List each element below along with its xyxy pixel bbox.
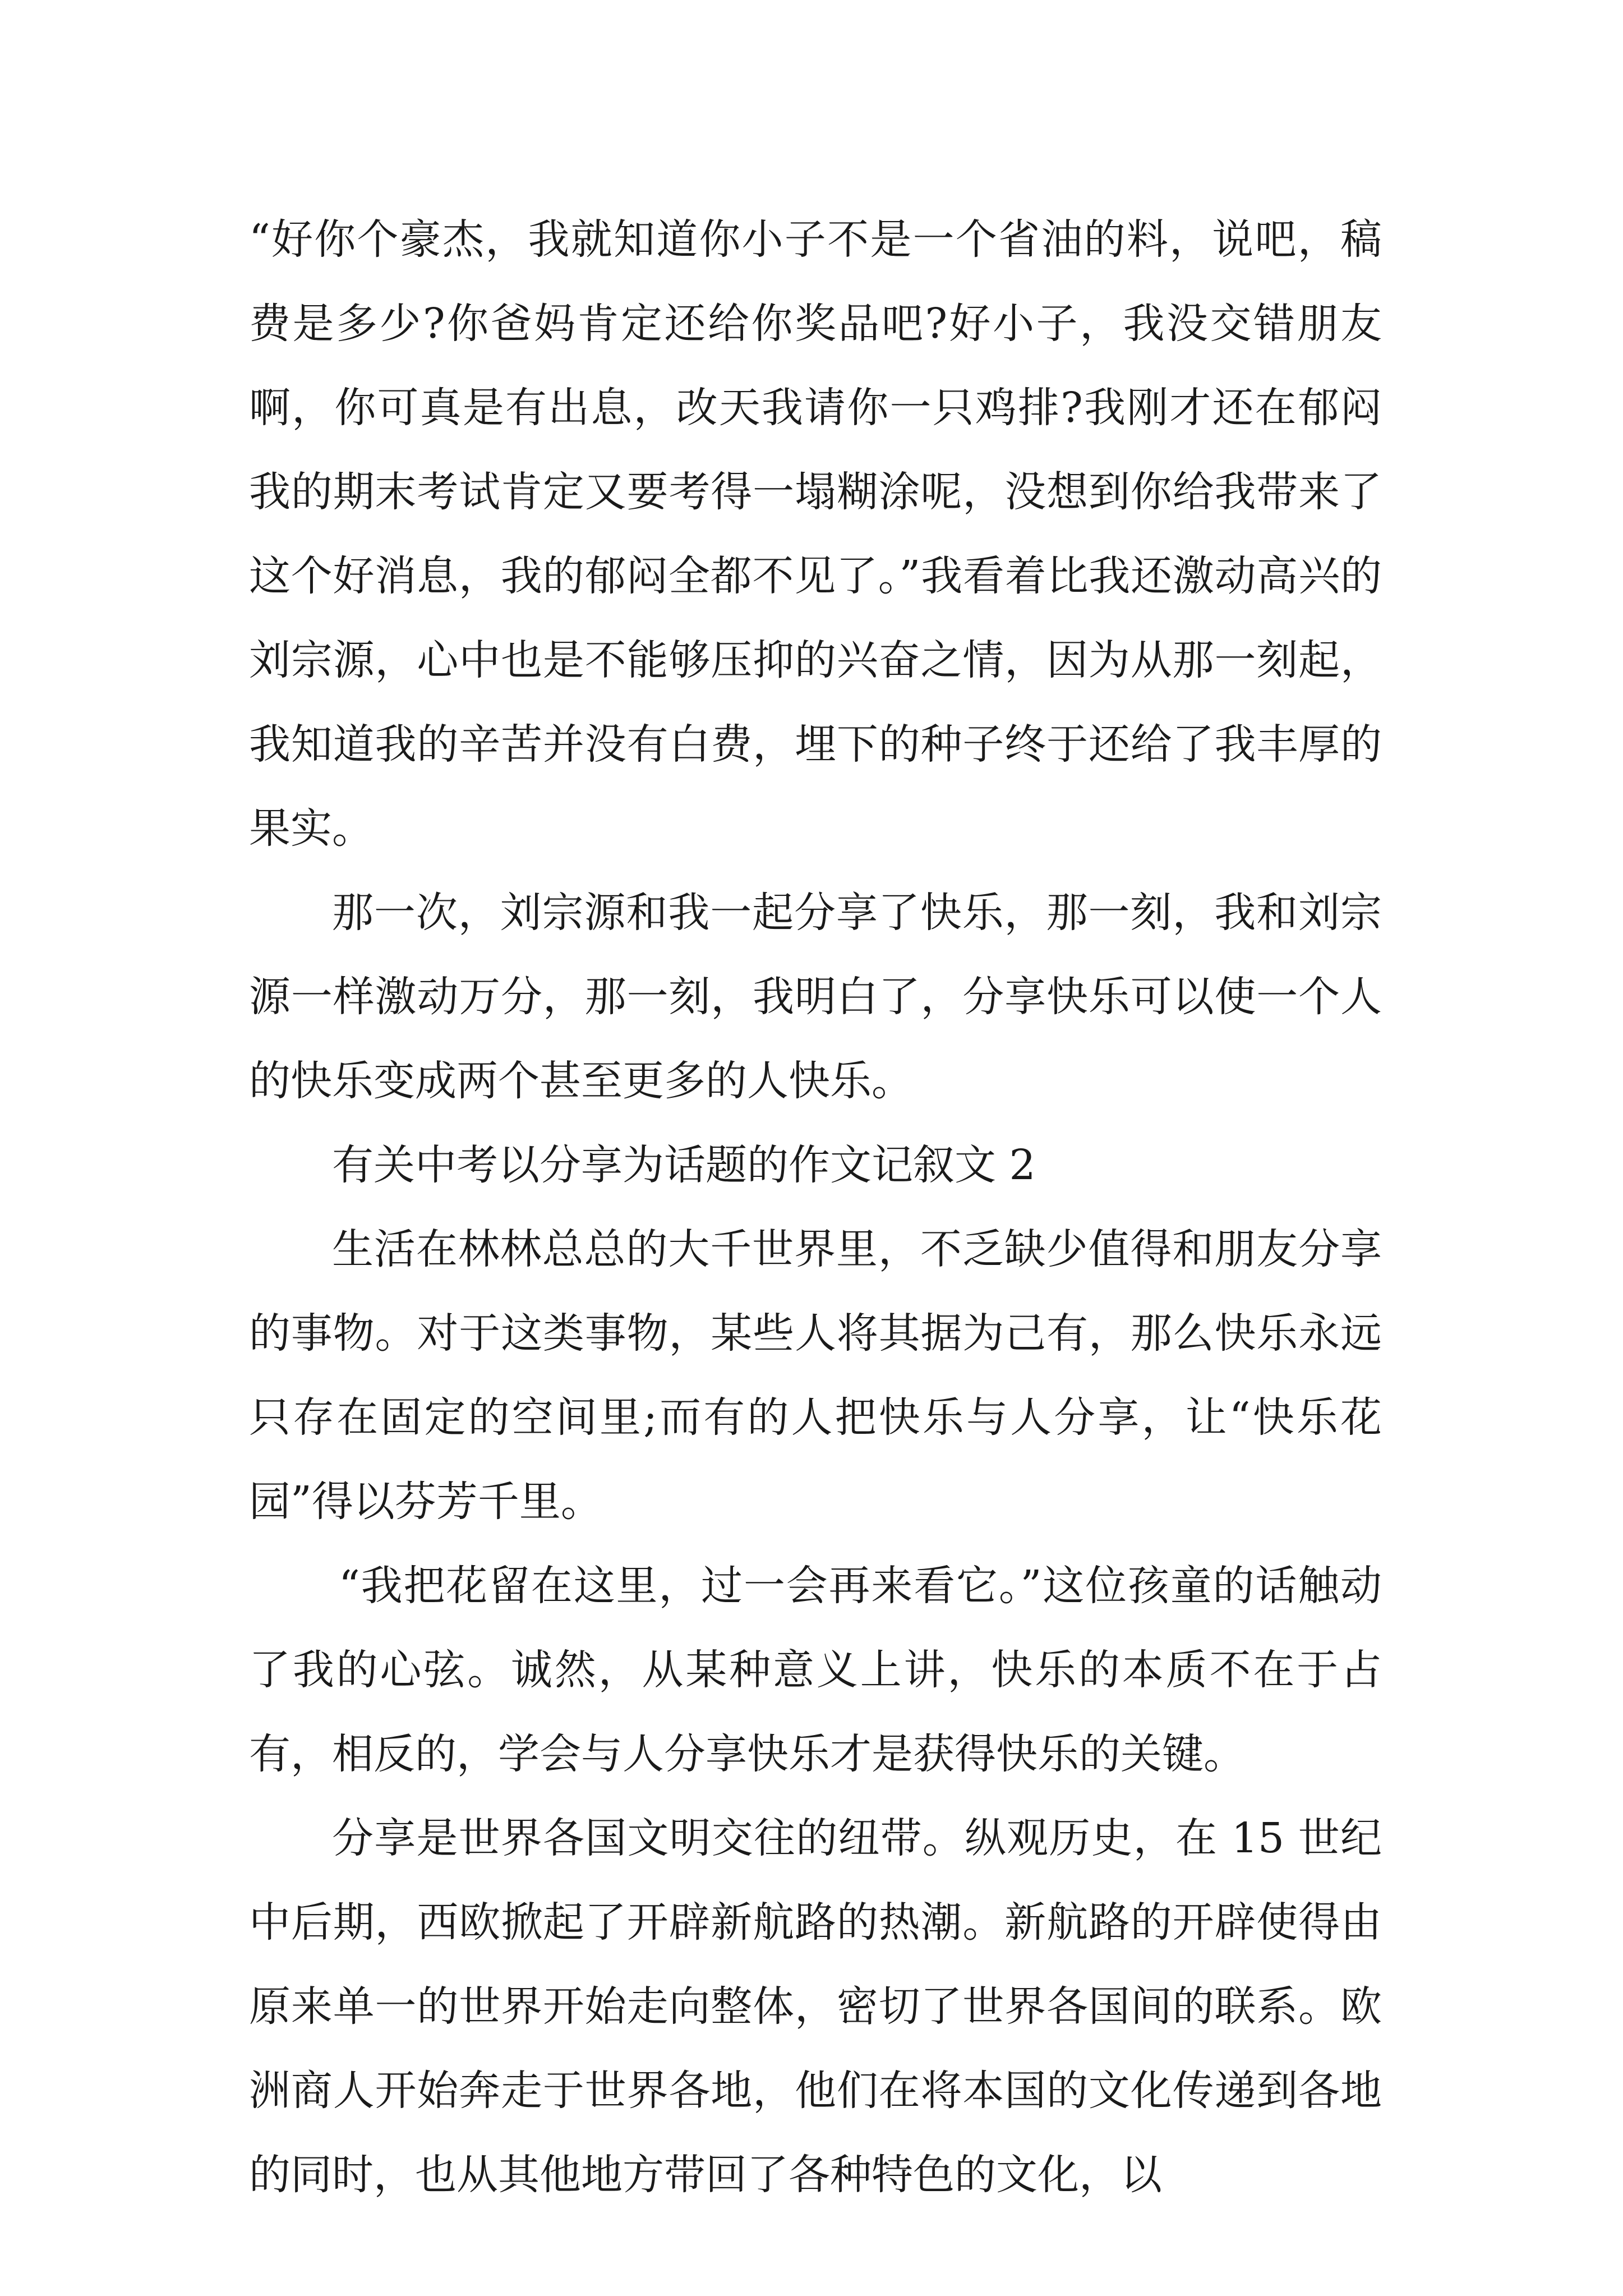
essay-title-2: 有关中考以分享为话题的作文记叙文 2 (332, 1141, 1036, 1189)
paragraph-world-intro: 生活在林林总总的大千世界里，不乏缺少值得和朋友分享的事物。对于这类事物，某些人将其据为己有，那么快乐永远只存在固定的空间里;而有的人把快乐与人分享，让“快乐花园”得以芬芳千里。 (249, 1225, 1382, 1526)
paragraph-history: 分享是世界各国文明交往的纽带。纵观历史，在 15 世纪中后期，西欧掀起了开辟新航路的热潮。新航路的开辟使得由原来单一的世界开始走向整体，密切了世界各国间的联系。欧洲商人开始奔走于世界各地，他们在将本国的文化传递到各地的同时，也从其他地方带回了各种特色的文化，以 (249, 1814, 1382, 2199)
paragraph-child-quote: “我把花留在这里，过一会再来看它。”这位孩童的话触动了我的心弦。诚然，从某种意义上讲，快乐的本质不在于占有，相反的，学会与人分享快乐才是获得快乐的关键。 (249, 1562, 1382, 1778)
paragraph-sharing-joy: 那一次，刘宗源和我一起分享了快乐，那一刻，我和刘宗源一样激动万分，那一刻，我明白了，分享快乐可以使一个人的快乐变成两个甚至更多的人快乐。 (249, 889, 1382, 1105)
paragraph-quote-continuation: “好你个豪杰，我就知道你小子不是一个省油的料，说吧，稿费是多少?你爸妈肯定还给你奖品吧?好小子，我没交错朋友啊，你可真是有出息，改天我请你一只鸡排?我刚才还在郁闷我的期末考试肯定又要考得一塌糊涂呢，没想到你给我带来了这个好消息，我的郁闷全都不见了。”我看着比我还激动高兴的刘宗源，心中也是不能够压抑的兴奋之情，因为从那一刻起，我知道我的辛苦并没有白费，埋下的种子终于还给了我丰厚的果实。 (249, 215, 1382, 853)
essay-body (249, 197, 1382, 2217)
